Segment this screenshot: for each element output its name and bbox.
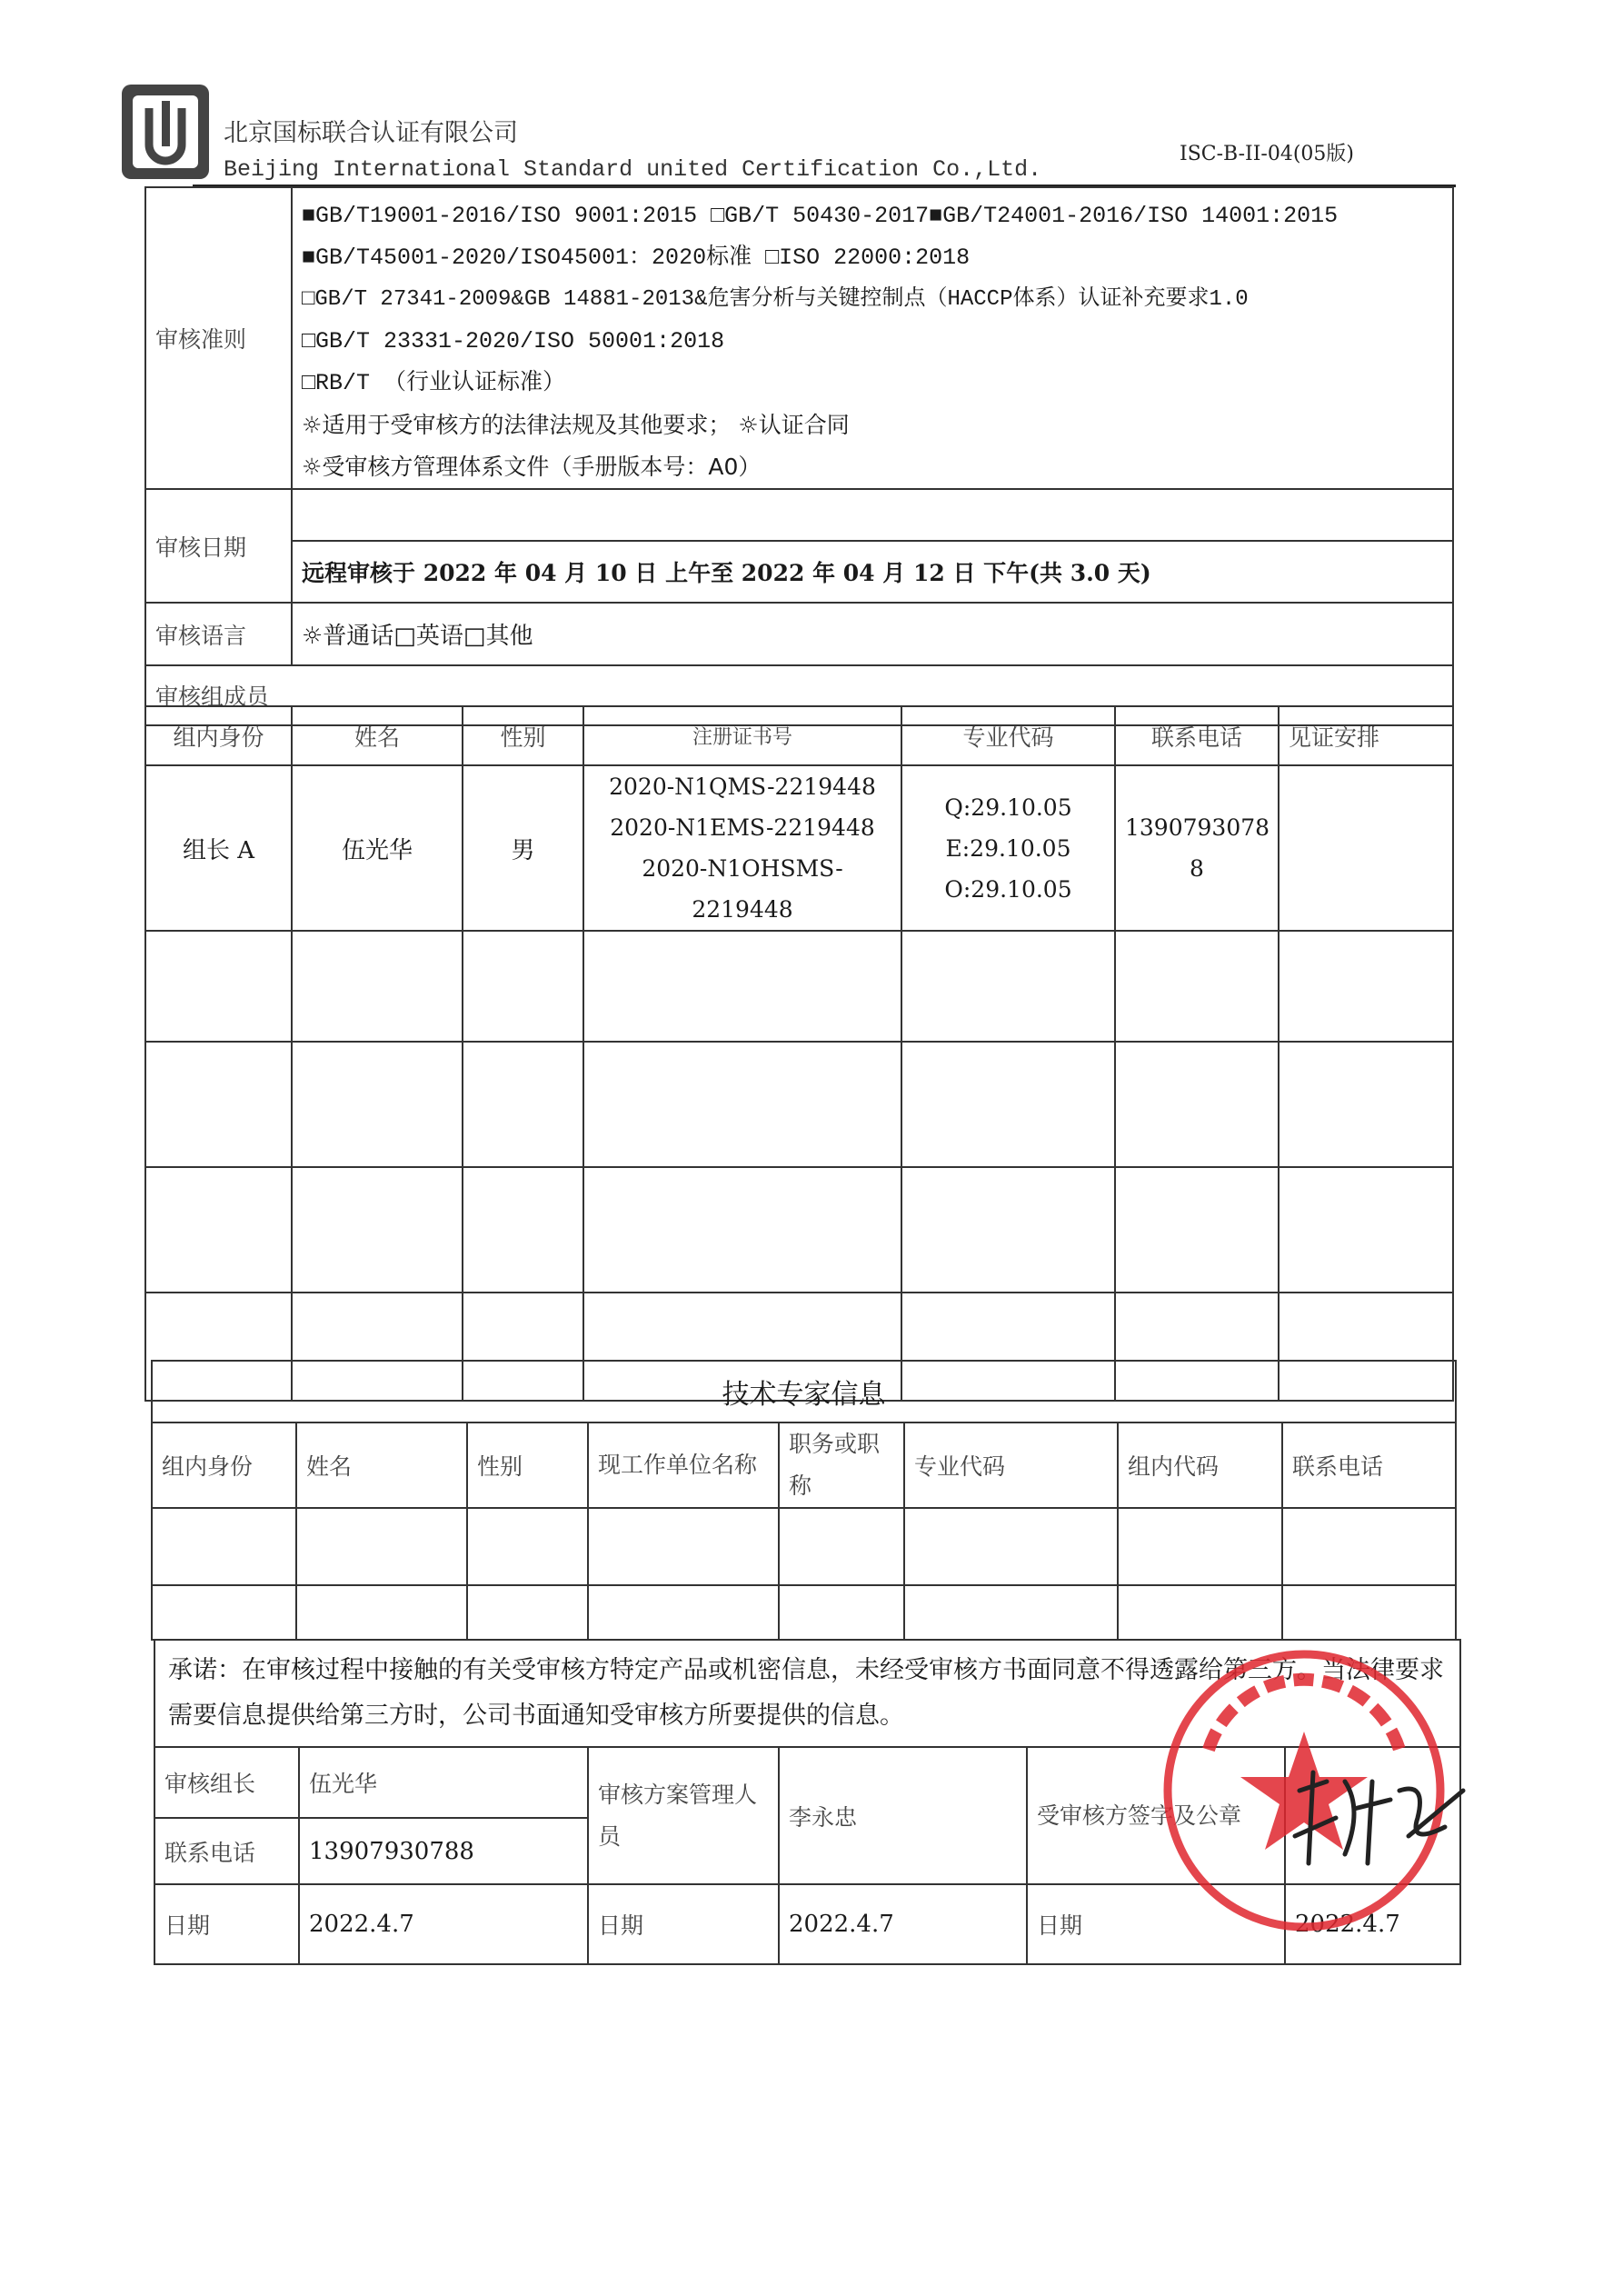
header-cell: 性别 xyxy=(467,1423,588,1508)
leader-phone: 13907930788 xyxy=(299,1818,588,1884)
specialty-code: E:29.10.05 xyxy=(945,834,1071,862)
specialty-code: Q:29.10.05 xyxy=(944,794,1072,821)
auditee-label: 受审核方签字及公章 xyxy=(1027,1747,1285,1884)
criteria-line: ☼受审核方管理体系文件（手册版本号：A0） xyxy=(302,454,762,480)
table-row-empty xyxy=(145,1167,1453,1293)
criteria-line: □GB/T 23331-2020/ISO 50001:2018 xyxy=(302,328,725,354)
header-cell: 联系电话 xyxy=(1115,706,1279,765)
cert-number: 2020-N1QMS-2219448 xyxy=(609,774,876,800)
phone-label: 联系电话 xyxy=(154,1818,299,1884)
header-cell: 专业代码 xyxy=(904,1423,1118,1508)
header-cell: 组内代码 xyxy=(1118,1423,1282,1508)
confidentiality-promise: 承诺：在审核过程中接触的有关受审核方特定产品或机密信息，未经受审核方书面同意不得透露给第三方。当法律要求需要信息提供给第三方时，公司书面通知受审核方所要提供的信息。 xyxy=(154,1640,1460,1747)
company-name-en: Beijing International Standard united Certification Co.,Ltd. xyxy=(224,156,1042,183)
date-label: 日期 xyxy=(1027,1884,1285,1964)
table-row-empty xyxy=(145,931,1453,1042)
audit-language-value: ☼普通话□英语□其他 xyxy=(292,603,1453,665)
header-cell: 现工作单位名称 xyxy=(588,1423,779,1508)
header-cell: 注册证书号 xyxy=(583,706,901,765)
header-cell: 姓名 xyxy=(292,706,463,765)
cert-number: 2020-N1OHSMS-2219448 xyxy=(642,855,843,923)
company-logo xyxy=(118,81,213,183)
leader-label: 审核组长 xyxy=(154,1747,299,1818)
leader-name: 伍光华 xyxy=(299,1747,588,1818)
header-cell: 专业代码 xyxy=(901,706,1115,765)
role-cell: 组长 A xyxy=(145,765,292,931)
criteria-line: ■GB/T45001-2020/ISO45001：2020标准 □ISO 22000:2018 xyxy=(302,245,971,271)
team-table xyxy=(144,705,1454,1402)
manager-date: 2022.4.7 xyxy=(779,1884,1027,1964)
header-cell: 见证安排 xyxy=(1279,706,1453,765)
form-code: ISC-B-II-04(05版) xyxy=(1180,143,1355,165)
auditee-date: 2022.4.7 xyxy=(1285,1884,1460,1964)
handwritten-signature xyxy=(1281,1754,1481,1882)
manager-name: 李永忠 xyxy=(779,1747,1027,1884)
name-cell: 伍光华 xyxy=(292,765,463,931)
team-header-row xyxy=(145,706,1453,765)
audit-date-value: 远程审核于 2022 年 04 月 10 日 上午至 2022 年 04 月 12 日 下午(共 3.0 天) xyxy=(292,541,1453,603)
header-cell: 姓名 xyxy=(296,1423,467,1508)
audit-date-label: 审核日期 xyxy=(145,489,292,603)
experts-title: 技术专家信息 xyxy=(152,1361,1456,1423)
experts-header-row xyxy=(152,1423,1456,1508)
criteria-line: □RB/T （行业认证标准） xyxy=(302,370,566,396)
date-label: 日期 xyxy=(588,1884,779,1964)
manager-label: 审核方案管理人员 xyxy=(588,1747,779,1884)
team-label: 审核组成员 xyxy=(145,665,1453,725)
company-name-cn: 北京国标联合认证有限公司 xyxy=(224,119,518,147)
header-cell: 性别 xyxy=(463,706,583,765)
header-cell: 职务或职称 xyxy=(779,1423,904,1508)
specialty-code: O:29.10.05 xyxy=(944,875,1072,903)
phone-cell xyxy=(1115,765,1279,931)
audit-date-blank xyxy=(292,489,1453,541)
phone-line: 1390793078 xyxy=(1125,814,1270,841)
header-cell: 组内身份 xyxy=(145,706,292,765)
cert-cell xyxy=(583,765,901,931)
criteria-line: ☼适用于受审核方的法律法规及其他要求； ☼认证合同 xyxy=(302,412,850,438)
table-row-empty xyxy=(145,1042,1453,1167)
date-label: 日期 xyxy=(154,1884,299,1964)
phone-line: 8 xyxy=(1190,855,1204,882)
header-cell: 组内身份 xyxy=(152,1423,296,1508)
gender-cell: 男 xyxy=(463,765,583,931)
header-cell: 联系电话 xyxy=(1282,1423,1456,1508)
code-cell xyxy=(901,765,1115,931)
experts-table xyxy=(151,1360,1457,1641)
audit-info-table xyxy=(144,186,1454,726)
table-row-empty xyxy=(152,1508,1456,1585)
witness-cell xyxy=(1279,765,1453,931)
audit-language-label: 审核语言 xyxy=(145,603,292,665)
criteria-line: □GB/T 27341-2009&GB 14881-2013&危害分析与关键控制点（HACCP体系）认证补充要求1.0 xyxy=(302,287,1249,312)
criteria-label: 审核准则 xyxy=(145,187,292,489)
criteria-line: ■GB/T19001-2016/ISO 9001:2015 □GB/T 50430-2017■GB/T24001-2016/ISO 14001:2015 xyxy=(302,203,1339,229)
cert-number: 2020-N1EMS-2219448 xyxy=(610,814,875,841)
criteria-content xyxy=(292,187,1453,489)
table-row-empty xyxy=(152,1585,1456,1640)
table-row xyxy=(145,765,1453,931)
leader-date: 2022.4.7 xyxy=(299,1884,588,1964)
